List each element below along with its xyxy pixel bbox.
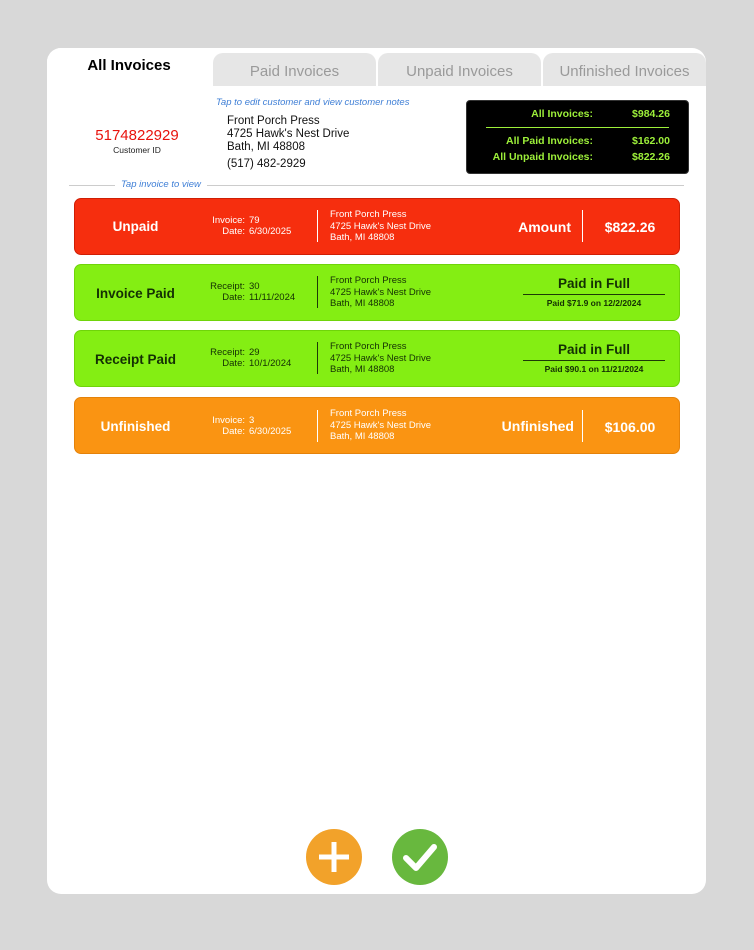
doc-date: 6/30/2025 — [249, 226, 292, 237]
bill-name: Front Porch Press — [330, 209, 407, 220]
tab-unfinished-invoices[interactable]: Unfinished Invoices — [543, 53, 706, 86]
doc-number: 79 — [249, 215, 260, 226]
bill-to-address — [330, 408, 431, 443]
invoice-doc-info — [185, 215, 308, 237]
card-divider — [317, 410, 318, 442]
unpaid-invoices-label: All Unpaid Invoices: — [492, 151, 593, 163]
bill-city: Bath, MI 48808 — [330, 298, 395, 309]
card-divider — [582, 210, 583, 242]
add-invoice-button[interactable] — [306, 829, 362, 885]
tab-unpaid-invoices[interactable]: Unpaid Invoices — [378, 53, 541, 86]
invoice-doc-info — [185, 281, 308, 303]
all-invoices-value: $984.26 — [632, 108, 670, 120]
plus-icon — [306, 829, 362, 885]
card-divider — [582, 410, 583, 442]
bill-to-address — [330, 209, 431, 244]
doc-label: Invoice: — [212, 215, 245, 226]
bill-street: 4725 Hawk's Nest Drive — [330, 220, 432, 232]
invoice-card-unpaid[interactable] — [74, 198, 680, 255]
bill-street: 4725 Hawk's Nest Drive — [330, 352, 432, 364]
doc-number: 3 — [249, 415, 255, 426]
customer-id-block — [47, 127, 227, 155]
paid-in-full-title: Paid in Full — [557, 342, 630, 357]
date-label: Date: — [222, 226, 245, 237]
invoice-status: Invoice Paid — [96, 286, 175, 301]
paid-in-full-block — [523, 342, 665, 374]
card-divider — [317, 210, 318, 242]
invoices-panel — [47, 48, 706, 894]
totals-divider — [486, 127, 669, 128]
customer-phone: (517) 482-2929 — [227, 158, 306, 170]
bill-to-address — [330, 275, 431, 310]
date-label: Date: — [222, 358, 245, 369]
amount-value: $822.26 — [604, 219, 656, 235]
invoice-doc-info — [185, 347, 308, 369]
paid-invoices-label: All Paid Invoices: — [506, 135, 593, 147]
list-hint: Tap invoice to view — [115, 179, 207, 190]
bill-name: Front Porch Press — [330, 408, 407, 419]
doc-label: Receipt: — [210, 347, 245, 358]
bill-to-address — [330, 341, 431, 376]
doc-number: 29 — [249, 347, 260, 358]
bill-street: 4725 Hawk's Nest Drive — [330, 286, 432, 298]
checkmark-icon — [392, 829, 448, 885]
customer-id-label: Customer ID — [113, 145, 161, 155]
invoice-tabs — [47, 48, 706, 86]
invoice-status: Unfinished — [100, 419, 171, 434]
customer-id: 5174822929 — [95, 127, 179, 144]
paid-divider — [523, 294, 665, 295]
paid-detail: Paid $71.9 on 12/2/2024 — [546, 298, 642, 308]
bill-name: Front Porch Press — [330, 341, 407, 352]
invoice-status: Unpaid — [112, 219, 159, 234]
doc-label: Invoice: — [212, 415, 245, 426]
doc-label: Receipt: — [210, 281, 245, 292]
customer-address — [227, 115, 349, 171]
doc-date: 10/1/2024 — [249, 358, 292, 369]
edit-customer-hint: Tap to edit customer and view customer notes — [216, 97, 410, 108]
totals-box — [466, 100, 689, 174]
paid-in-full-title: Paid in Full — [557, 276, 630, 291]
bill-city: Bath, MI 48808 — [330, 232, 395, 243]
paid-detail: Paid $90.1 on 11/21/2024 — [544, 364, 644, 374]
amount-value: $106.00 — [604, 419, 656, 435]
customer-street: 4725 Hawk's Nest Drive — [227, 128, 350, 140]
invoice-status: Receipt Paid — [94, 352, 177, 367]
bill-street: 4725 Hawk's Nest Drive — [330, 419, 432, 431]
customer-name: Front Porch Press — [227, 115, 320, 127]
date-label: Date: — [222, 292, 245, 303]
paid-in-full-block — [523, 276, 665, 308]
amount-label: Amount — [518, 219, 571, 235]
amount-label: Unfinished — [501, 418, 574, 434]
invoice-doc-info — [185, 415, 308, 437]
tab-paid-invoices[interactable]: Paid Invoices — [213, 53, 376, 86]
invoice-card-invoice-paid[interactable] — [74, 264, 680, 321]
invoice-card-receipt-paid[interactable] — [74, 330, 680, 387]
paid-divider — [523, 360, 665, 361]
done-button[interactable] — [392, 829, 448, 885]
unpaid-invoices-value: $822.26 — [632, 151, 670, 163]
card-divider — [317, 342, 318, 374]
doc-date: 6/30/2025 — [249, 426, 292, 437]
card-divider — [317, 276, 318, 308]
bill-city: Bath, MI 48808 — [330, 431, 395, 442]
invoice-card-unfinished[interactable] — [74, 397, 680, 454]
date-label: Date: — [222, 426, 245, 437]
doc-number: 30 — [249, 281, 260, 292]
bill-name: Front Porch Press — [330, 275, 407, 286]
paid-invoices-value: $162.00 — [632, 135, 670, 147]
all-invoices-label: All Invoices: — [531, 108, 593, 120]
doc-date: 11/11/2024 — [249, 292, 296, 303]
customer-city: Bath, MI 48808 — [227, 141, 305, 153]
bill-city: Bath, MI 48808 — [330, 364, 395, 375]
tab-all-invoices[interactable]: All Invoices — [47, 48, 211, 86]
